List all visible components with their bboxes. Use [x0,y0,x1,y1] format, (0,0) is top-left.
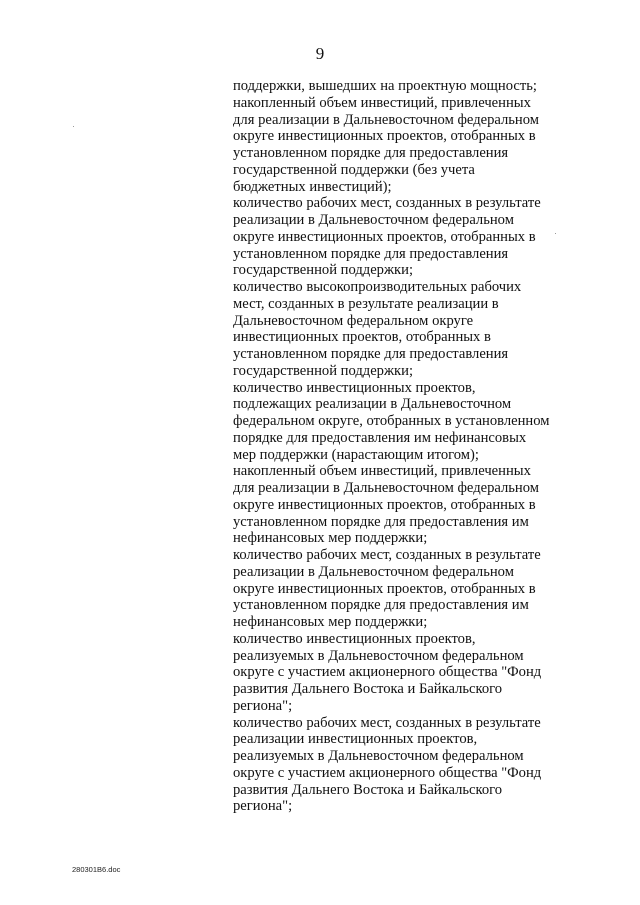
text-line: для реализации в Дальневосточном федеральном [233,111,539,128]
text-line: бюджетных инвестиций); [233,178,392,195]
text-line: округе с участием акционерного общества "Фонд [233,764,542,781]
text-line: порядке для предоставления им нефинансовых [233,429,527,446]
scan-speck [555,233,556,234]
text-line: развития Дальнего Востока и Байкальского [233,781,503,798]
text-line: округе инвестиционных проектов, отобранных в [233,580,536,597]
text-line: нефинансовых мер поддержки; [233,614,428,630]
text-line: установленном порядке для предоставления [233,346,509,362]
text-line: накопленный объем инвестиций, привлеченных [233,94,531,111]
text-line: установленном порядке для предоставления им [233,513,529,530]
text-line: реализации в Дальневосточном федеральном [233,563,514,580]
text-line: установленном порядке для предоставления им [233,597,529,614]
text-line: развития Дальнего Востока и Байкальского [233,681,503,697]
footer-filename: 280301B6.doc [72,865,121,874]
text-line: подлежащих реализации в Дальневосточном [233,396,512,413]
text-line: установленном порядке для предоставления [233,145,509,161]
text-line: государственной поддержки; [233,362,414,379]
text-line: Дальневосточном федеральном округе [233,312,474,329]
text-line: государственной поддержки; [233,262,414,279]
text-line: региона"; [233,798,293,815]
text-line: реализуемых в Дальневосточном федеральном [233,647,524,664]
text-line: региона"; [233,697,293,714]
text-line: количество рабочих мест, созданных в результате [233,195,541,212]
text-line: количество высокопроизводительных рабочих [233,279,522,295]
text-line: реализации в Дальневосточном федеральном [233,212,514,228]
text-line: накопленный объем инвестиций, привлеченных [233,463,531,480]
text-line: поддержки, вышедших на проектную мощность; [233,78,537,94]
text-line: округе инвестиционных проектов, отобранных в [233,496,536,513]
text-line: мест, созданных в результате реализации в [233,295,499,312]
text-line: количество рабочих мест, созданных в результате [233,714,541,731]
text-line: инвестиционных проектов, отобранных в [233,329,491,346]
text-line: нефинансовых мер поддержки; [233,530,428,547]
text-line: количество инвестиционных проектов, [233,379,476,396]
text-line: реализации инвестиционных проектов, [233,731,478,748]
text-line: округе инвестиционных проектов, отобранных в [233,228,536,245]
text-line: количество инвестиционных проектов, [233,630,476,647]
text-line: округе с участием акционерного общества "Фонд [233,664,542,681]
text-line: для реализации в Дальневосточном федеральном [233,480,539,496]
text-line: округе инвестиционных проектов, отобранных в [233,128,536,145]
page-number: 9 [315,44,325,63]
text-line: мер поддержки (нарастающим итогом); [233,446,479,463]
text-line: количество рабочих мест, созданных в результате [233,547,541,563]
text-line: реализуемых в Дальневосточном федеральном [233,748,524,764]
text-line: установленном порядке для предоставления [233,245,509,262]
text-line: федеральном округе, отобранных в установленном [233,413,550,429]
text-line: государственной поддержки (без учета [233,161,475,178]
body-text [233,78,573,815]
scan-speck [73,126,74,127]
